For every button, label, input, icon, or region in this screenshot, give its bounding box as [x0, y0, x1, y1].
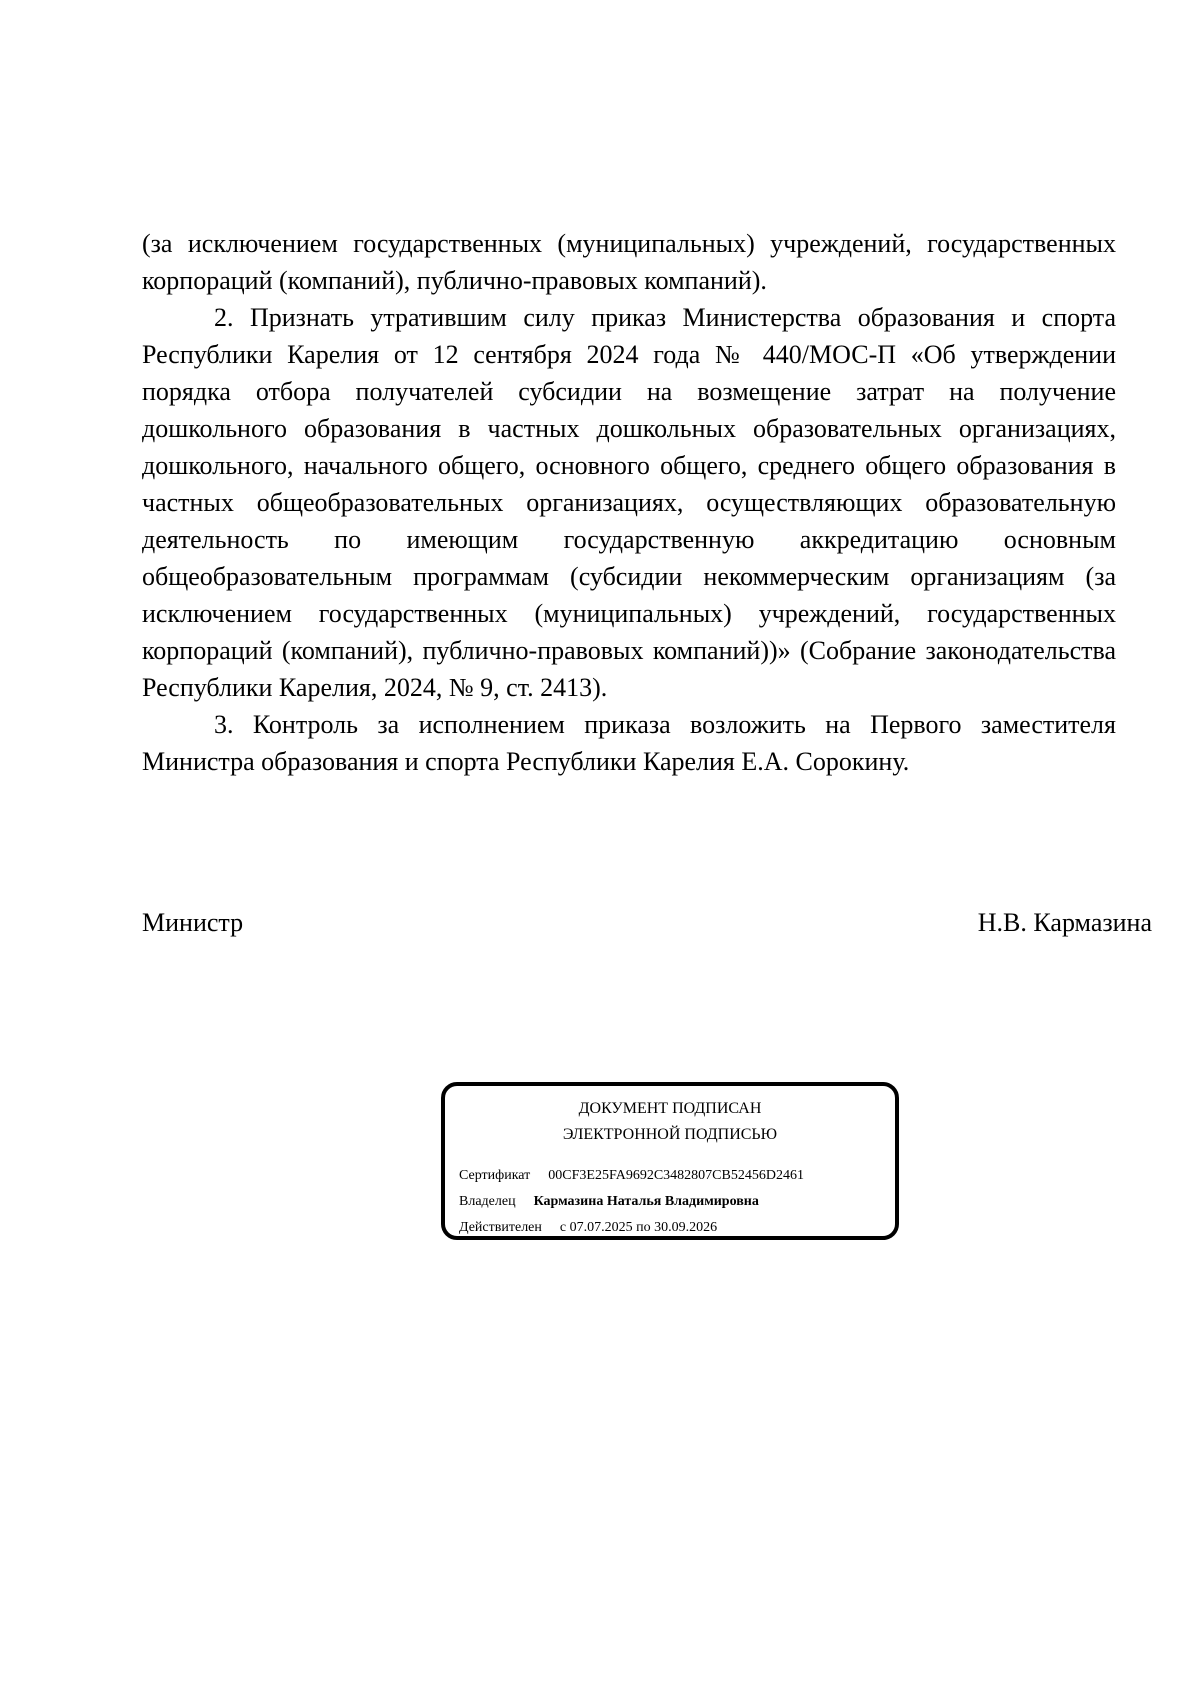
stamp-heading-line-1: ДОКУМЕНТ ПОДПИСАН — [578, 1100, 762, 1117]
validity-value: с 07.07.2025 по 30.09.2026 — [559, 1220, 718, 1235]
signature-block — [142, 904, 1152, 944]
certificate-label: Сертификат — [459, 1168, 531, 1183]
document-body — [142, 225, 1116, 780]
electronic-signature-stamp — [441, 1082, 899, 1240]
stamp-owner-row — [459, 1192, 759, 1212]
stamp-heading-line-2: ЭЛЕКТРОННОЙ ПОДПИСЬЮ — [562, 1126, 778, 1143]
paragraph-continuation: (за исключением государственных (муниципальных) учреждений, государственных корпораций (компаний), публично-правовых компаний). — [142, 229, 1116, 295]
signatory-role: Министр — [142, 908, 244, 937]
validity-label: Действителен — [459, 1220, 542, 1235]
stamp-validity-row — [459, 1218, 717, 1238]
owner-label: Владелец — [459, 1194, 516, 1209]
stamp-heading — [445, 1096, 895, 1148]
paragraph-3: 3. Контроль за исполнением приказа возложить на Первого заместителя Министра образования и спорта Республики Карелия Е.А. Сорокину. — [142, 710, 1116, 776]
paragraph-2: 2. Признать утратившим силу приказ Министерства образования и спорта Республики Карелия от 12 сентября 2024 года № 440/МОС-П «Об утверждении порядка отбора получателей субсидии на возмещение затрат на получение дошкольного образования в частных дошкольных образовательных организациях, дошкольного, начального общего, основного общего, среднего общего образования в частных общеобразовательных организациях, осуществляющих образовательную деятельность по имеющим государственную аккредитацию основным общеобразовательным программам (субсидии некоммерческим организациям (за исключением государственных (муниципальных) учреждений, государственных корпораций (компаний), публично-правовых компаний))» (Собрание законодательства Республики Карелия, 2024, № 9, ст. 2413). — [142, 303, 1116, 702]
stamp-certificate-row — [459, 1166, 804, 1186]
certificate-value: 00CF3E25FA9692C3482807CB52456D2461 — [548, 1168, 804, 1183]
owner-value: Кармазина Наталья Владимировна — [533, 1194, 759, 1209]
signatory-name: Н.В. Кармазина — [977, 908, 1152, 937]
